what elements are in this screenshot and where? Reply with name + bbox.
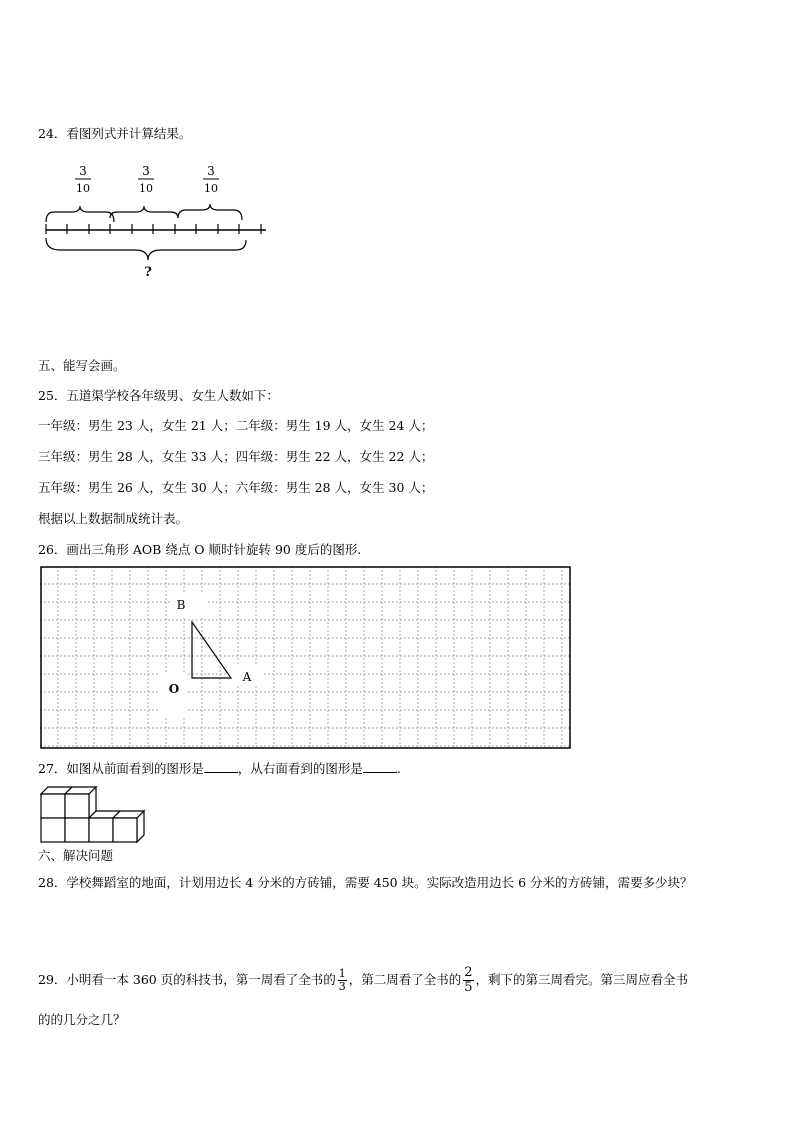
- q24-text: 24．看图列式并计算结果。: [38, 126, 192, 141]
- fraction-1-den: 10: [76, 182, 90, 195]
- fraction-2-den: 10: [139, 182, 153, 195]
- fraction-3-num: 3: [207, 164, 215, 178]
- q29-text: 29．小明看一本 360 页的科技书，第一周看了全书的 $\frac{1}{3}$ ，第二周看了全书的 $\frac{2}{5}$ ，剩下的第三周看完。第三周应看全书: [38, 965, 689, 995]
- question-mark: ?: [144, 265, 152, 280]
- fraction-3-den: 10: [204, 182, 218, 195]
- cube-figure: [40, 786, 150, 844]
- q27-text: 27．如图从前面看到的图形是 ，从右面看到的图形是 .: [38, 761, 401, 776]
- label-b: B: [176, 598, 186, 612]
- answer-blank-front[interactable]: [204, 760, 238, 773]
- fraction-1-num: 3: [79, 164, 87, 178]
- section-5-title: 五、能写会画。: [38, 358, 126, 373]
- q26-text: 26．画出三角形 AOB 绕点 O 顺时针旋转 90 度后的图形.: [38, 542, 362, 557]
- q28-text: 28．学校舞蹈室的地面，计划用边长 4 分米的方砖铺，需要 450 块。实际改造用边长 6 分米的方砖铺，需要多少块？: [38, 875, 693, 890]
- section-6-title: 六、解决问题: [38, 848, 114, 863]
- q25-text: 25．五道渠学校各年级男、女生人数如下：: [38, 388, 279, 403]
- q25-row-3: 五年级：男生 26 人，女生 30 人；六年级：男生 28 人，女生 30 人；: [38, 480, 434, 495]
- label-a: A: [242, 670, 252, 684]
- fraction-two-fifths: $\frac{2}{5}$: [464, 965, 473, 995]
- number-line-diagram: [40, 162, 275, 282]
- fraction-2-num: 3: [142, 164, 150, 178]
- q25-instruction: 根据以上数据制成统计表。: [38, 511, 189, 526]
- label-o: O: [168, 682, 180, 696]
- fraction-one-third: $\frac{1}{3}$: [338, 967, 346, 993]
- q29-line-2: 的的几分之几？: [38, 1012, 126, 1027]
- q25-row-1: 一年级：男生 23 人，女生 21 人；二年级：男生 19 人，女生 24 人；: [38, 418, 434, 433]
- q25-row-2: 三年级：男生 28 人，女生 33 人；四年级：男生 22 人，女生 22 人；: [38, 449, 434, 464]
- answer-blank-right[interactable]: [363, 760, 397, 773]
- grid-diagram: [40, 566, 571, 749]
